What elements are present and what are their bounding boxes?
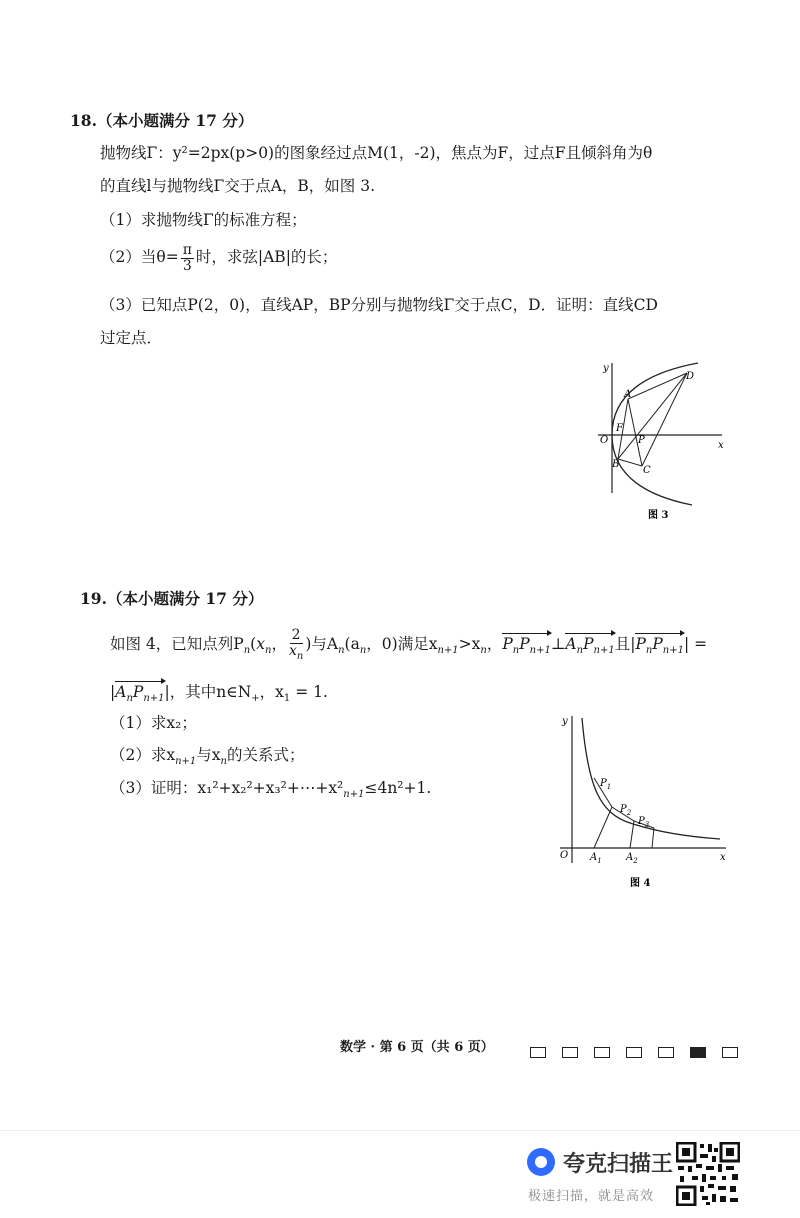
- q19-vector-PnPn1-abs: $P_nP_{n+1}$: [635, 632, 684, 657]
- watermark-divider: [0, 1130, 800, 1131]
- page-indicator-box: [626, 1047, 642, 1058]
- q19-vector-AnPn1-abs: $A_nP_{n+1}$: [115, 680, 164, 705]
- q19-part2: （2）求$x_{n+1}$与$x_n$的关系式；: [110, 746, 305, 768]
- page-indicator-box: [658, 1047, 674, 1058]
- q19-part3: （3）证明：$x_1^2+x_2^2+x_3^2+\cdots+x^2_{n+1}\le 4n^2+1$.: [110, 779, 432, 801]
- fig4-label-A1: $A_1$: [590, 852, 602, 865]
- fig4-label-O: O: [560, 850, 569, 861]
- fig3-label-F: F: [616, 423, 623, 434]
- fig4-caption: 图 4: [630, 878, 651, 889]
- quark-logo-icon: [527, 1148, 555, 1176]
- page-indicator-boxes: [530, 1042, 754, 1061]
- q18-fraction: $\frac{\pi}{3}$: [182, 242, 192, 274]
- q19-header: 19.（本小题满分 17 分）: [80, 589, 264, 608]
- fig4-label-P1: $P_1$: [600, 778, 612, 791]
- fig3-line-CD: [642, 373, 687, 466]
- fig4-label-P3: $P_3$: [638, 816, 650, 829]
- q19-part1: （1）求x₂；: [110, 714, 197, 732]
- q19-vector-AnPn1: $A_nP_{n+1}$: [565, 632, 614, 657]
- fig4-label-P2: $P_2$: [620, 804, 632, 817]
- fig3-label-A: A: [624, 389, 632, 400]
- fig4-label-y: y: [562, 716, 568, 727]
- fig3-label-D: D: [686, 371, 695, 382]
- q18-intro-line2: 的直线l与抛物线Γ交于点A，B，如图 3.: [100, 177, 376, 195]
- figure-3: [590, 355, 730, 525]
- q18-header: 18.（本小题满分 17 分）: [70, 111, 254, 130]
- page-indicator-box: [562, 1047, 578, 1058]
- q18-part3-line2: 过定点．: [100, 329, 163, 347]
- q19-fraction: $\frac{2}{x_n}$: [288, 627, 304, 662]
- fig3-label-O: O: [600, 435, 609, 446]
- figure-4: [550, 708, 730, 893]
- fig3-label-C: C: [643, 465, 651, 476]
- page-indicator-box: [722, 1047, 738, 1058]
- watermark-slogan: 极速扫描，就是高效: [528, 1189, 655, 1204]
- fig4-label-A2: $A_2$: [626, 852, 638, 865]
- fig3-label-B: B: [612, 459, 620, 470]
- page-indicator-box: [594, 1047, 610, 1058]
- watermark-brand-name: 夸克扫描王: [563, 1152, 674, 1177]
- page-indicator-box: [690, 1047, 706, 1058]
- fig3-label-y: y: [603, 363, 609, 374]
- q19-line1: 如图 4，已知点列$P_n(x_n$， $\frac{2}{x_n}$ )与$A_n(a_n$，0)满足$x_{n+1}>x_n$，$P_nP_{n+1}\perp A_nP_{n+1}$且$|P_nP_{n+1}|$ =: [110, 627, 708, 662]
- fig3-line-BC: [618, 459, 642, 466]
- page-number-text: 数学 · 第 6 页（共 6 页）: [340, 1040, 494, 1055]
- qr-code-icon: [676, 1142, 740, 1206]
- q19-line2: $|A_nP_{n+1}|$，其中$n\in N_+$，$x_1 = 1$.: [110, 680, 328, 705]
- q18-part2: （2）当θ= $\frac{\pi}{3}$ 时，求弦|AB|的长；: [100, 242, 338, 274]
- fig3-line-BD: [618, 373, 687, 459]
- q19-vector-PnPn1: $P_nP_{n+1}$: [502, 632, 551, 657]
- fig3-label-P: P: [638, 435, 645, 446]
- fig3-label-x: x: [718, 440, 724, 451]
- fig4-line-A1P2: [594, 807, 612, 848]
- q18-part1: （1）求抛物线Γ的标准方程；: [100, 211, 307, 229]
- page-indicator-box: [530, 1047, 546, 1058]
- fig3-caption: 图 3: [648, 510, 669, 521]
- fig4-line-A3P4: [652, 828, 654, 848]
- fig4-line-A2P3: [630, 821, 634, 848]
- fig3-parabola: [612, 363, 698, 505]
- q18-part3-line1: （3）已知点P(2，0)，直线AP，BP分别与抛物线Γ交于点C，D．证明：直线CD: [100, 296, 658, 314]
- fig4-label-x: x: [720, 852, 726, 863]
- q18-intro-line1: 抛物线Γ：y²=2px(p>0)的图象经过点M(1，-2)，焦点为F，过点F且倾斜角为θ: [100, 144, 653, 162]
